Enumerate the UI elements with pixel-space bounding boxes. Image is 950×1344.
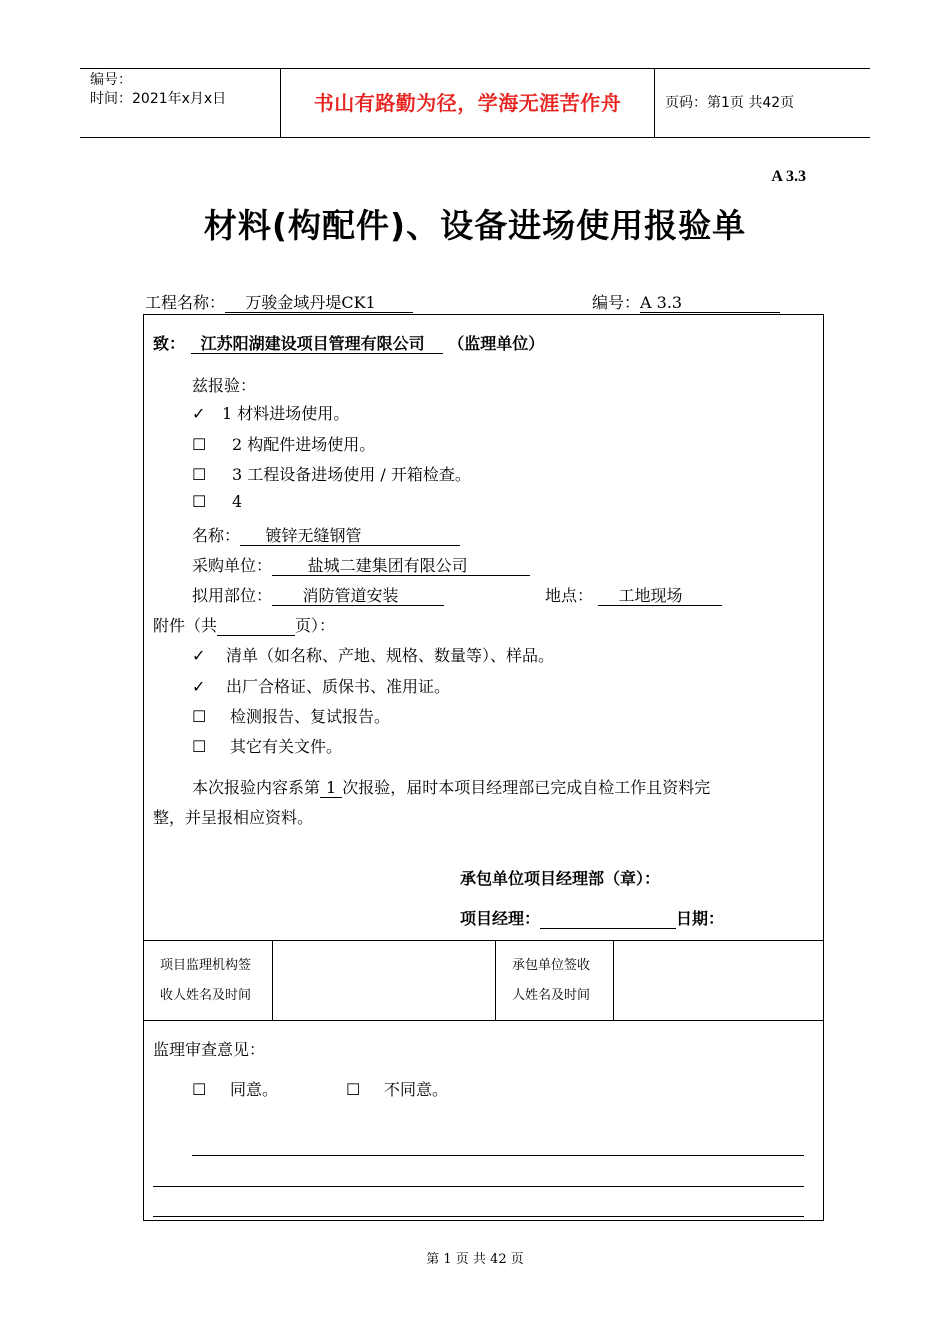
project-name: 万骏金域丹堤CK1 — [245, 293, 376, 312]
doc-title: 材料(构配件)、设备进场使用报验单 — [203, 206, 747, 245]
check-text: 3 工程设备进场使用 / 开箱检查。 — [232, 465, 471, 484]
statement-line-1 — [192, 775, 710, 798]
disagree-option — [346, 1077, 448, 1100]
agree-text: 同意。 — [230, 1080, 279, 1099]
checkbox-icon: ☐ — [192, 707, 207, 726]
date-label: 日期： — [676, 909, 725, 928]
review-line — [153, 1186, 804, 1187]
to-label: 致： — [153, 334, 186, 353]
checkbox-icon: ☐ — [346, 1080, 361, 1099]
header-time: 时间：2021年x月x日 — [90, 91, 227, 107]
use-label: 拟用部位： — [192, 586, 273, 605]
disagree-text: 不同意。 — [384, 1080, 449, 1099]
review-line — [153, 1216, 804, 1217]
use-line — [192, 583, 444, 606]
col-divider — [272, 940, 273, 1020]
statement-line-2: 整，并呈报相应资料。 — [153, 808, 314, 827]
header-page-info: 页码：第1页 共42页 — [665, 95, 795, 111]
statement-count: 1 — [320, 779, 342, 798]
contractor-label: 承包单位项目经理部（章）： — [460, 869, 661, 888]
attach-text: 清单（如名称、产地、规格、数量等）、样品。 — [226, 646, 555, 665]
use-field — [272, 587, 444, 606]
manager-line — [460, 906, 724, 929]
name-label: 名称： — [192, 526, 241, 545]
number-label: 编号： — [592, 293, 641, 312]
to-suffix: （监理单位） — [448, 334, 545, 353]
check-item-3 — [192, 462, 471, 485]
name-line — [192, 523, 460, 546]
number-field — [640, 294, 780, 313]
row-divider — [144, 940, 823, 941]
check-text: 2 构配件进场使用。 — [232, 435, 376, 454]
check-item-2 — [192, 432, 375, 455]
to-company-field — [191, 335, 443, 354]
place-line — [545, 583, 722, 606]
purchase-value: 盐城二建集团有限公司 — [307, 556, 468, 575]
attach-item-2 — [192, 674, 450, 697]
checkbox-icon: ☐ — [192, 492, 207, 511]
checkbox-icon: ☐ — [192, 465, 207, 484]
check-item-4 — [192, 492, 242, 511]
attach-line — [153, 613, 335, 636]
header-number: 编号： — [90, 72, 132, 88]
statement-a: 本次报验内容系第 — [192, 778, 321, 797]
purchase-line — [192, 553, 530, 576]
check-mark: ✓ — [192, 404, 206, 423]
review-label: 监理审查意见： — [153, 1040, 266, 1059]
attach-item-4 — [192, 734, 342, 757]
manager-field — [540, 910, 676, 929]
attach-text: 其它有关文件。 — [230, 737, 343, 756]
page-header — [80, 68, 870, 138]
header-motto: 书山有路勤为径，学海无涯苦作舟 — [281, 69, 655, 137]
place-label: 地点： — [545, 586, 594, 605]
contractor-receipt-label-1: 承包单位签收 — [512, 958, 591, 973]
check-mark: ✓ — [192, 677, 206, 696]
supervisor-receipt-label-1: 项目监理机构签 — [160, 958, 252, 973]
check-text: 4 — [232, 492, 243, 511]
supervisor-receipt-label — [160, 951, 251, 1011]
header-meta — [80, 69, 281, 137]
col-divider — [613, 940, 614, 1020]
checkbox-icon: ☐ — [192, 1080, 207, 1099]
review-line — [192, 1155, 804, 1156]
manager-label: 项目经理： — [460, 909, 541, 928]
form-frame — [143, 314, 824, 1221]
number-value: A 3.3 — [640, 293, 683, 312]
name-value: 镀锌无缝钢管 — [265, 526, 362, 545]
contractor-receipt-label — [512, 951, 590, 1011]
use-value: 消防管道安装 — [302, 586, 399, 605]
place-field — [598, 587, 722, 606]
number-line — [592, 290, 780, 313]
check-item-1 — [192, 401, 349, 424]
attach-prefix: 附件（共 — [153, 616, 218, 635]
intro: 兹报验： — [192, 376, 257, 395]
purchase-label: 采购单位： — [192, 556, 273, 575]
row-divider — [144, 1020, 823, 1021]
name-field — [240, 527, 460, 546]
attach-count-field — [217, 617, 295, 636]
attach-text: 检测报告、复试报告。 — [230, 707, 391, 726]
contractor-receipt-label-2: 人姓名及时间 — [512, 988, 591, 1003]
attach-text: 出厂合格证、质保书、准用证。 — [226, 677, 451, 696]
project-line — [145, 290, 413, 313]
purchase-field — [272, 557, 530, 576]
project-name-field — [225, 294, 413, 313]
to-company: 江苏阳湖建设项目管理有限公司 — [200, 334, 425, 353]
checkbox-icon: ☐ — [192, 737, 207, 756]
to-line — [153, 331, 544, 354]
project-label: 工程名称： — [145, 293, 226, 312]
agree-option — [192, 1077, 278, 1100]
check-mark: ✓ — [192, 646, 206, 665]
check-text: 1 材料进场使用。 — [222, 404, 350, 423]
col-divider — [495, 940, 496, 1020]
attach-item-1 — [192, 643, 554, 666]
supervisor-receipt-label-2: 收人姓名及时间 — [160, 988, 252, 1003]
doc-code: A 3.3 — [771, 168, 806, 185]
attach-suffix: 页）： — [295, 616, 336, 635]
statement-b: 次报验，届时本项目经理部已完成自检工作且资料完 — [342, 778, 711, 797]
place-value: 工地现场 — [618, 586, 683, 605]
checkbox-icon: ☐ — [192, 435, 207, 454]
attach-item-3 — [192, 704, 390, 727]
page-footer: 第 1 页 共 42 页 — [426, 1252, 524, 1267]
